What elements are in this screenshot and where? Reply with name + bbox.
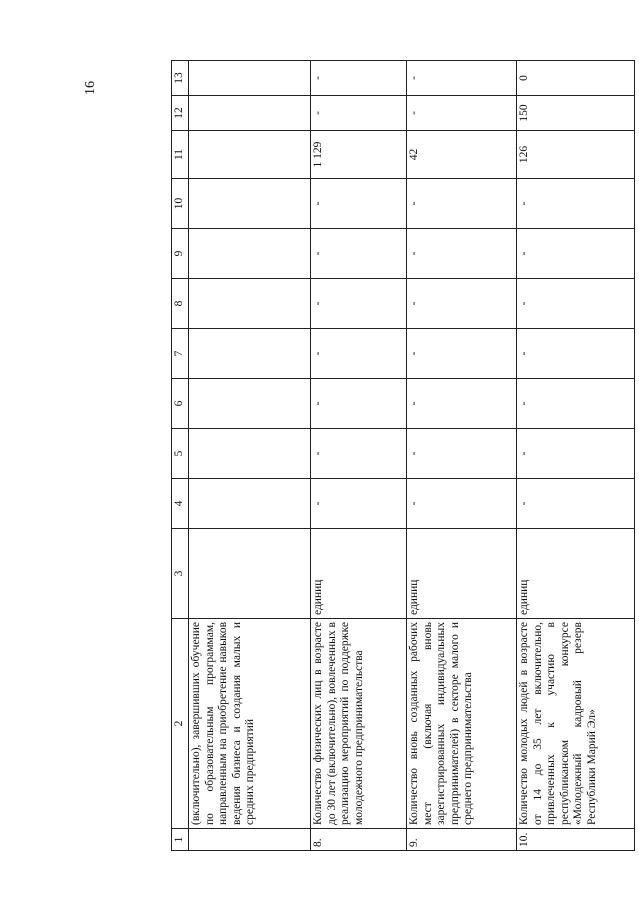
header-cell: 8 [172, 279, 189, 329]
value-cell [189, 479, 311, 529]
indicator-text: (включительно), завершивших обучение по образовательным программам, направленным на приобретение навыков ведения бизнеса и создания малых и средних предприятий [189, 619, 311, 829]
table-row [311, 61, 407, 851]
header-cell: 9 [172, 229, 189, 279]
value-cell: 150 [517, 96, 635, 131]
value-cell [189, 179, 311, 229]
rotated-page [115, 60, 635, 850]
value-cell: 0 [517, 61, 635, 96]
row-number [189, 829, 311, 851]
value-cell: 1 129 [311, 131, 407, 179]
header-cell: 3 [172, 529, 189, 619]
row-number: 9. [407, 829, 517, 851]
table-row [517, 61, 635, 851]
row-number: 8. [311, 829, 407, 851]
value-cell [189, 329, 311, 379]
value-cell: - [407, 379, 517, 429]
header-cell: 4 [172, 479, 189, 529]
header-cell: 5 [172, 429, 189, 479]
value-cell [189, 96, 311, 131]
value-cell: - [517, 379, 635, 429]
table-row [407, 61, 517, 851]
value-cell: - [311, 479, 407, 529]
value-cell: - [517, 229, 635, 279]
value-cell: - [311, 279, 407, 329]
header-cell: 13 [172, 61, 189, 96]
value-cell: - [311, 61, 407, 96]
value-cell [189, 279, 311, 329]
value-cell [189, 61, 311, 96]
value-cell: - [311, 429, 407, 479]
indicators-table [171, 60, 635, 851]
indicator-text: Количество молодых людей в возрасте от 14 до 35 лет включительно, привлеченных к участию в республиканском конкурсе «Молодежный кадровый резерв Республики Марий Эл» [517, 619, 635, 829]
value-cell: - [407, 279, 517, 329]
indicator-text: Количество физических лиц в возрасте до 30 лет (включительно), вовлеченных в реализацию мероприятий по поддержке молодежного предпринимательства [311, 619, 407, 829]
value-cell: - [517, 429, 635, 479]
header-cell: 2 [172, 619, 189, 829]
value-cell: - [407, 61, 517, 96]
value-cell: - [407, 229, 517, 279]
value-cell [189, 229, 311, 279]
value-cell [189, 131, 311, 179]
value-cell: - [517, 279, 635, 329]
row-number: 10. [517, 829, 635, 851]
value-cell: - [311, 379, 407, 429]
value-cell: - [517, 479, 635, 529]
value-cell: - [517, 329, 635, 379]
unit-cell: единиц [311, 529, 407, 619]
header-cell: 7 [172, 329, 189, 379]
value-cell: 126 [517, 131, 635, 179]
value-cell: - [311, 329, 407, 379]
value-cell: 42 [407, 131, 517, 179]
value-cell: - [311, 179, 407, 229]
value-cell [189, 379, 311, 429]
unit-cell [189, 529, 311, 619]
header-cell: 1 [172, 829, 189, 851]
header-cell: 6 [172, 379, 189, 429]
value-cell: - [407, 329, 517, 379]
unit-cell: единиц [407, 529, 517, 619]
table-row [189, 61, 311, 851]
value-cell: - [407, 429, 517, 479]
value-cell [189, 429, 311, 479]
value-cell: - [407, 96, 517, 131]
value-cell: - [311, 229, 407, 279]
indicator-text: Количество вновь созданных рабочих мест (включая вновь зарегистрированных индивидуальных предпринимателей) в секторе малого и среднего предпринимательства [407, 619, 517, 829]
header-cell: 12 [172, 96, 189, 131]
value-cell: - [407, 179, 517, 229]
unit-cell: единиц [517, 529, 635, 619]
value-cell: - [407, 479, 517, 529]
header-row [172, 61, 189, 851]
value-cell: - [311, 96, 407, 131]
value-cell: - [517, 179, 635, 229]
page-number: 16 [83, 81, 98, 95]
header-cell: 10 [172, 179, 189, 229]
header-cell: 11 [172, 131, 189, 179]
